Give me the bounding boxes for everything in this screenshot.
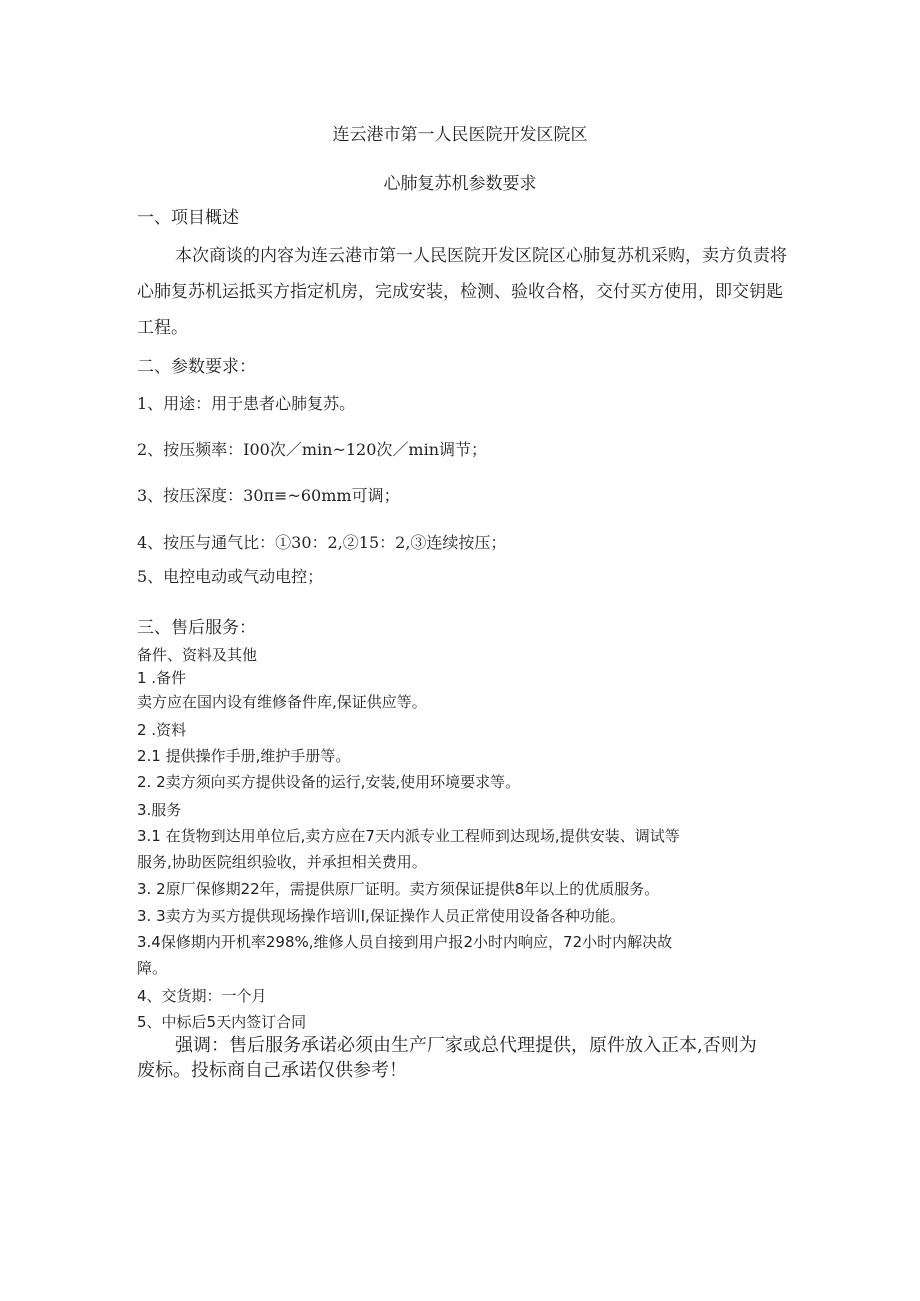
service-line: 3.服务 xyxy=(137,801,182,819)
section-1-heading: 一、项目概述 xyxy=(137,208,239,228)
service-line: 备件、资料及其他 xyxy=(137,646,258,664)
service-line: 3.4保修期内开机率298%,维修人员自接到用户报2小时内响应，72小时内解决故 xyxy=(137,933,673,951)
service-line: 3. 2原厂保修期22年，需提供原厂证明。卖方须保证提供8年以上的优质服务。 xyxy=(137,880,660,898)
service-line: 2.1 提供操作手册,维护手册等。 xyxy=(137,747,351,765)
service-line: 2 .资料 xyxy=(137,721,187,739)
param-item: 2、按压频率：I00次／min~120次／min调节； xyxy=(137,440,487,459)
emphasis-note-line-1: 强调：售后服务承诺必须由生产厂家或总代理提供，原件放入正本,否则为 xyxy=(175,1035,757,1056)
section-1-paragraph-line-3: 工程。 xyxy=(137,318,188,338)
section-1-paragraph-line-1: 本次商谈的内容为连云港市第一人民医院开发区院区心肺复苏机采购，卖方负责将 xyxy=(175,246,787,266)
emphasis-note-line-2: 废标。投标商自己承诺仅供参考！ xyxy=(137,1060,407,1081)
section-1-paragraph-line-2: 心肺复苏机运抵买方指定机房，完成安装，检测、验收合格，交付买方使用，即交钥匙 xyxy=(137,282,783,302)
service-line: 3. 3卖方为买方提供现场操作培训I,保证操作人员正常使用设备各种功能。 xyxy=(137,907,625,925)
section-3-heading: 三、售后服务： xyxy=(137,618,256,638)
document-title: 连云港市第一人民医院开发区院区 xyxy=(332,125,588,145)
service-line: 3.1 在货物到达用单位后,卖方应在7天内派专业工程师到达现场,提供安装、调试等 xyxy=(137,827,680,845)
document-subtitle: 心肺复苏机参数要求 xyxy=(383,174,537,194)
param-item: 1、用途：用于患者心肺复苏。 xyxy=(137,394,356,413)
service-line: 卖方应在国内设有维修备件库,保证供应等。 xyxy=(137,693,427,711)
service-line: 2. 2卖方须向买方提供设备的运行,安装,使用环境要求等。 xyxy=(137,773,521,791)
section-2-heading: 二、参数要求： xyxy=(137,357,256,377)
param-item: 5、电控电动或气动电控； xyxy=(137,567,324,586)
param-item: 3、按压深度：30π≡~60mm可调； xyxy=(137,486,400,505)
service-line: 4、交货期：一个月 xyxy=(137,987,267,1005)
param-item: 4、按压与通气比：①30：2,②15：2,③连续按压； xyxy=(137,533,507,552)
service-line: 障。 xyxy=(137,959,168,977)
service-line: 服务,协助医院组织验收，并承担相关费用。 xyxy=(137,853,427,871)
service-line: 5、中标后5天内签订合同 xyxy=(137,1013,307,1031)
service-line: 1 .备件 xyxy=(137,669,187,687)
